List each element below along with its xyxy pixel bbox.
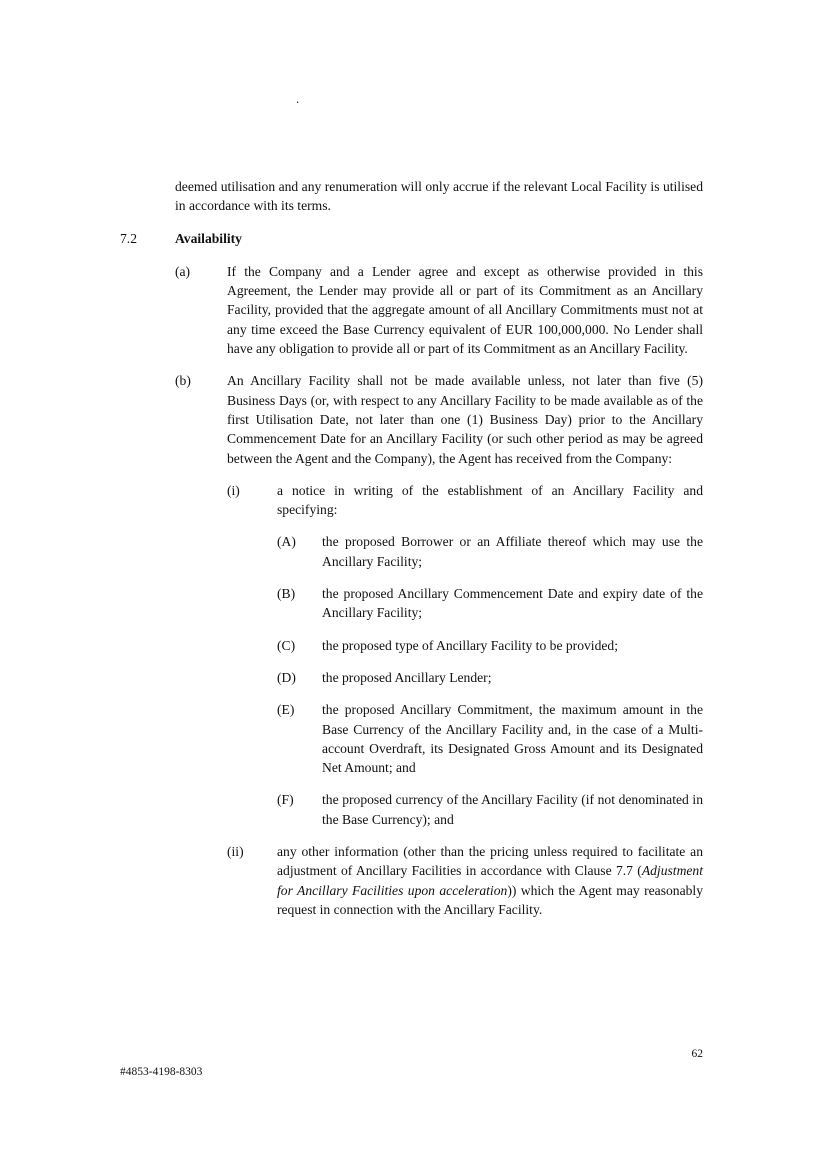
- clause-label: (C): [277, 637, 296, 653]
- clause-item-a: [175, 262, 703, 358]
- section-title: Availability: [175, 230, 242, 246]
- clause-text: the proposed Ancillary Commencement Date and expiry date of the Ancillary Facility;: [322, 586, 703, 621]
- clause-item-i: [227, 481, 703, 520]
- clause-text-segment: any other information (other than the pricing unless required to facilitate an adjustment of Ancillary Facilities in accordance with Clause 7.7 (: [277, 844, 703, 879]
- clause-label: (a): [175, 263, 191, 279]
- clause-text: If the Company and a Lender agree and except as otherwise provided in this Agreement, the Lender may provide all or part of its Commitment as an Ancillary Facility, provided that the aggregate amount of all Ancillary Commitments must not at any time exceed the Base Currency equivalent of EUR 100,000,000. No Lender shall have any obligation to provide all or part of its Commitment as an Ancillary Facility.: [227, 263, 703, 357]
- clause-text: a notice in writing of the establishment of an Ancillary Facility and specifying:: [277, 482, 703, 518]
- clause-item-D: [277, 668, 703, 687]
- clause-item-C: [277, 636, 703, 655]
- clause-label: (ii): [227, 844, 244, 860]
- clause-label: (i): [227, 482, 240, 498]
- clause-label: (D): [277, 669, 296, 685]
- stray-mark: .: [296, 91, 300, 106]
- clause-text-italic: Adjustment for Ancillary Facilities upon acceleration: [277, 863, 703, 898]
- clause-item-F: [277, 790, 703, 829]
- clause-item-ii: [227, 842, 703, 919]
- document-content: [120, 177, 703, 932]
- clause-label: (b): [175, 373, 191, 389]
- clause-text: [277, 842, 703, 919]
- clause-label: (B): [277, 586, 296, 602]
- clause-item-B: [277, 584, 703, 623]
- clause-item-A: [277, 532, 703, 571]
- section-heading: [120, 229, 703, 248]
- page-number: 62: [691, 1048, 703, 1060]
- clause-label: (F): [277, 792, 294, 808]
- clause-text: the proposed currency of the Ancillary Facility (if not denominated in the Base Currency); and: [322, 792, 703, 827]
- clause-text: the proposed Borrower or an Affiliate thereof which may use the Ancillary Facility;: [322, 534, 703, 569]
- document-id-footer: #4853-4198-8303: [120, 1066, 203, 1078]
- clause-text: the proposed type of Ancillary Facility to be provided;: [322, 637, 618, 653]
- clause-text: the proposed Ancillary Lender;: [322, 669, 492, 685]
- clause-text-segment: )) which the Agent may reasonably request in connection with the Ancillary Facility.: [277, 882, 703, 917]
- clause-text: the proposed Ancillary Commitment, the maximum amount in the Base Currency of the Ancillary Facility and, in the case of a Multi-account Overdraft, its Designated Gross Amount and its Designated Net Amount; and: [322, 702, 703, 776]
- clause-text: An Ancillary Facility shall not be made available unless, not later than five (5) Business Days (or, with respect to any Ancillary Facility to be made available as of the first Utilisation Date, not later than one (1) Business Day) prior to the Ancillary Commencement Date for an Ancillary Facility (or such other period as may be agreed between the Agent and the Company), the Agent has received from the Company:: [227, 373, 703, 466]
- clause-label: (A): [277, 534, 296, 550]
- clause-label: (E): [277, 702, 295, 718]
- section-number: 7.2: [120, 230, 137, 246]
- clause-item-E: [277, 700, 703, 777]
- intro-paragraph: deemed utilisation and any renumeration will only accrue if the relevant Local Facility is utilised in accordance with its terms.: [175, 179, 703, 214]
- clause-item-b: [175, 371, 703, 467]
